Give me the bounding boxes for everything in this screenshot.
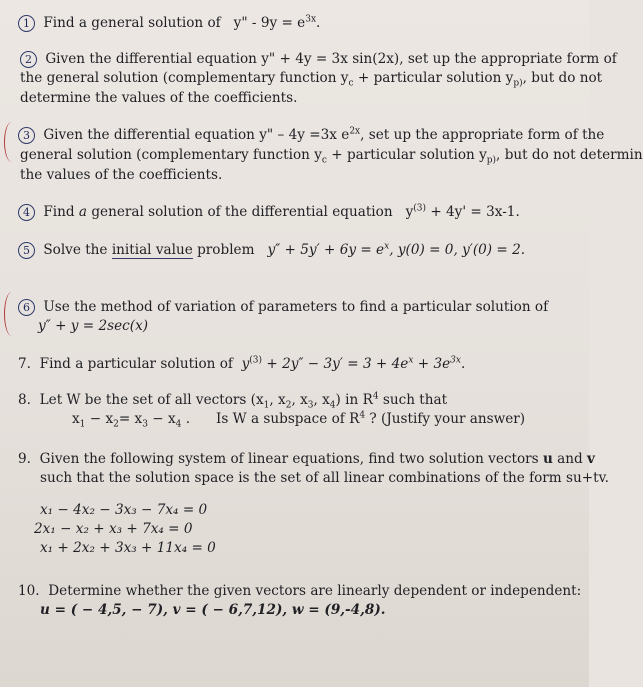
problem-equation: + 2y″ − 3y′ = 3 + 4e — [262, 356, 409, 372]
subscript: c — [348, 78, 354, 89]
subscript: 2 — [113, 419, 119, 430]
problem-equation: − x — [147, 411, 176, 427]
problem-7 — [18, 355, 465, 373]
exponent: x — [384, 241, 390, 252]
exponent: x — [408, 355, 414, 366]
exponent: (3) — [413, 203, 426, 214]
problem-equation: x₁ + 2x₂ + 3x₃ + 11x₄ = 0 — [40, 540, 216, 556]
problem-equation: y — [241, 356, 250, 372]
problem-equation: u = ( − 4,5, − 7), v = ( − 6,7,12), w = (9,-4,8). — [40, 602, 386, 618]
problem-text: Use the method of variation of parameters to find a particular solution of — [43, 299, 549, 315]
problem-number-circle: 6 — [18, 299, 35, 316]
exponent: 3x — [305, 14, 317, 25]
problem-number-circle: 4 — [18, 204, 35, 221]
subscript: 3 — [142, 419, 148, 430]
subscript: 2 — [285, 400, 292, 411]
system-equation-2 — [34, 520, 193, 538]
problem-2-line-2 — [20, 69, 602, 87]
problem-3-line-1 — [18, 126, 604, 144]
problem-6-line-2 — [38, 317, 148, 335]
problem-text: Let W be the set of all vectors (x — [39, 392, 264, 408]
vector-symbol: u — [542, 451, 553, 467]
problem-text: the values of the coefficients. — [20, 167, 223, 183]
problem-equation: − x — [85, 411, 114, 427]
problem-5 — [18, 241, 525, 259]
system-equation-3 — [40, 539, 216, 557]
exponent: 2x — [349, 126, 361, 137]
problem-equation: , y(0) = 0, y′(0) = 2. — [389, 242, 526, 258]
problem-text: Determine whether the given vectors are linearly dependent or independent: — [48, 583, 582, 599]
problem-equation: x₁ − 4x₂ − 3x₃ − 7x₄ = 0 — [40, 502, 208, 518]
problem-text: , but do not determin — [496, 147, 643, 163]
problem-number: 9. — [18, 451, 31, 467]
problem-4 — [18, 203, 520, 221]
problem-text: , x — [313, 392, 330, 408]
problem-2-line-1 — [20, 50, 617, 68]
system-equation-1 — [40, 501, 207, 519]
problem-equation: x — [72, 411, 80, 427]
problem-number: 8. — [18, 392, 31, 408]
problem-8-line-2 — [72, 410, 525, 428]
problem-text: determine the values of the coefficients. — [20, 90, 298, 106]
problem-number: 10. — [18, 583, 40, 599]
problem-number: 7. — [18, 356, 31, 372]
problem-text: Given the differential equation y" + 4y = 3x sin(2x), set up the appropriate form of — [45, 51, 617, 67]
problem-equation: y" - 9y = e — [233, 15, 306, 31]
problem-number-circle: 2 — [20, 51, 37, 68]
subscript: 3 — [307, 400, 314, 411]
problem-equation: + 3e — [413, 356, 451, 372]
problem-text: such that the solution space is the set of all linear combinations of the form su+tv. — [40, 470, 609, 486]
punctuation: . — [460, 356, 466, 372]
problem-1 — [18, 14, 320, 32]
problem-text: general solution of the differential equation — [87, 204, 393, 220]
problem-number-circle: 3 — [18, 127, 35, 144]
exponent: 4 — [372, 391, 379, 402]
problem-equation: y″ + 5y′ + 6y = e — [267, 242, 385, 258]
subscript: 4 — [329, 400, 336, 411]
problem-text: + particular solution y — [326, 147, 487, 163]
problem-text: Given the differential equation y" – 4y =3x e — [43, 127, 350, 143]
problem-8-line-1 — [18, 391, 447, 409]
punctuation: . — [181, 411, 191, 427]
problem-equation: y″ + y = 2sec(x) — [38, 318, 149, 334]
subscript: p) — [486, 155, 497, 166]
problem-text: ) in R — [335, 392, 373, 408]
problem-text: , but do not — [522, 70, 603, 86]
problem-text: general solution (complementary function y — [20, 147, 322, 163]
subscript: c — [321, 155, 327, 166]
problem-text: and — [552, 451, 588, 467]
problem-text: Find a general solution of — [43, 15, 221, 31]
problem-text: + particular solution y — [353, 70, 514, 86]
problem-text: , set up the appropriate form of the — [360, 127, 605, 143]
problem-text: ? (Justify your answer) — [365, 411, 526, 427]
underlined-text: initial value — [111, 242, 193, 258]
problem-text: Solve the — [43, 242, 112, 258]
exponent: (3) — [249, 355, 263, 366]
problem-text: Find — [43, 204, 79, 220]
problem-text: the general solution (complementary function y — [20, 70, 349, 86]
problem-2-line-3 — [20, 89, 297, 107]
vector-symbol: v — [587, 451, 595, 467]
problem-equation: 2x₁ − x₂ + x₃ + 7x₄ = 0 — [34, 521, 193, 537]
problem-text: , x — [291, 392, 308, 408]
problem-9-line-2 — [40, 469, 609, 487]
problem-text: a — [78, 204, 87, 220]
problem-3-line-3 — [20, 166, 222, 184]
subscript: 1 — [79, 419, 86, 430]
problem-3-line-2 — [20, 146, 643, 164]
problem-9-line-1 — [18, 450, 595, 468]
subscript: p) — [513, 78, 523, 89]
problem-text: Find a particular solution of — [39, 356, 233, 372]
problem-text: Given the following system of linear equations, find two solution vectors — [39, 451, 539, 467]
problem-number-circle: 5 — [18, 242, 35, 259]
problem-equation: = x — [118, 411, 143, 427]
problem-equation: + 4y' = 3x-1. — [426, 204, 520, 220]
problem-number-circle: 1 — [18, 15, 35, 32]
problem-6-line-1 — [18, 298, 548, 316]
problem-10-line-1 — [18, 582, 581, 600]
problem-text: , x — [269, 392, 286, 408]
exponent: 3x — [450, 355, 461, 366]
problem-equation: y — [405, 204, 414, 220]
pencil-mark — [4, 122, 19, 162]
problem-text: such that — [378, 392, 448, 408]
punctuation: . — [316, 15, 321, 31]
pencil-mark — [4, 292, 19, 336]
problem-text: problem — [192, 242, 255, 258]
subscript: 1 — [263, 400, 270, 411]
problem-10-line-2 — [40, 601, 386, 619]
exponent: 4 — [359, 410, 366, 421]
problem-text: Is W a subspace of R — [216, 411, 360, 427]
subscript: 4 — [175, 419, 182, 430]
